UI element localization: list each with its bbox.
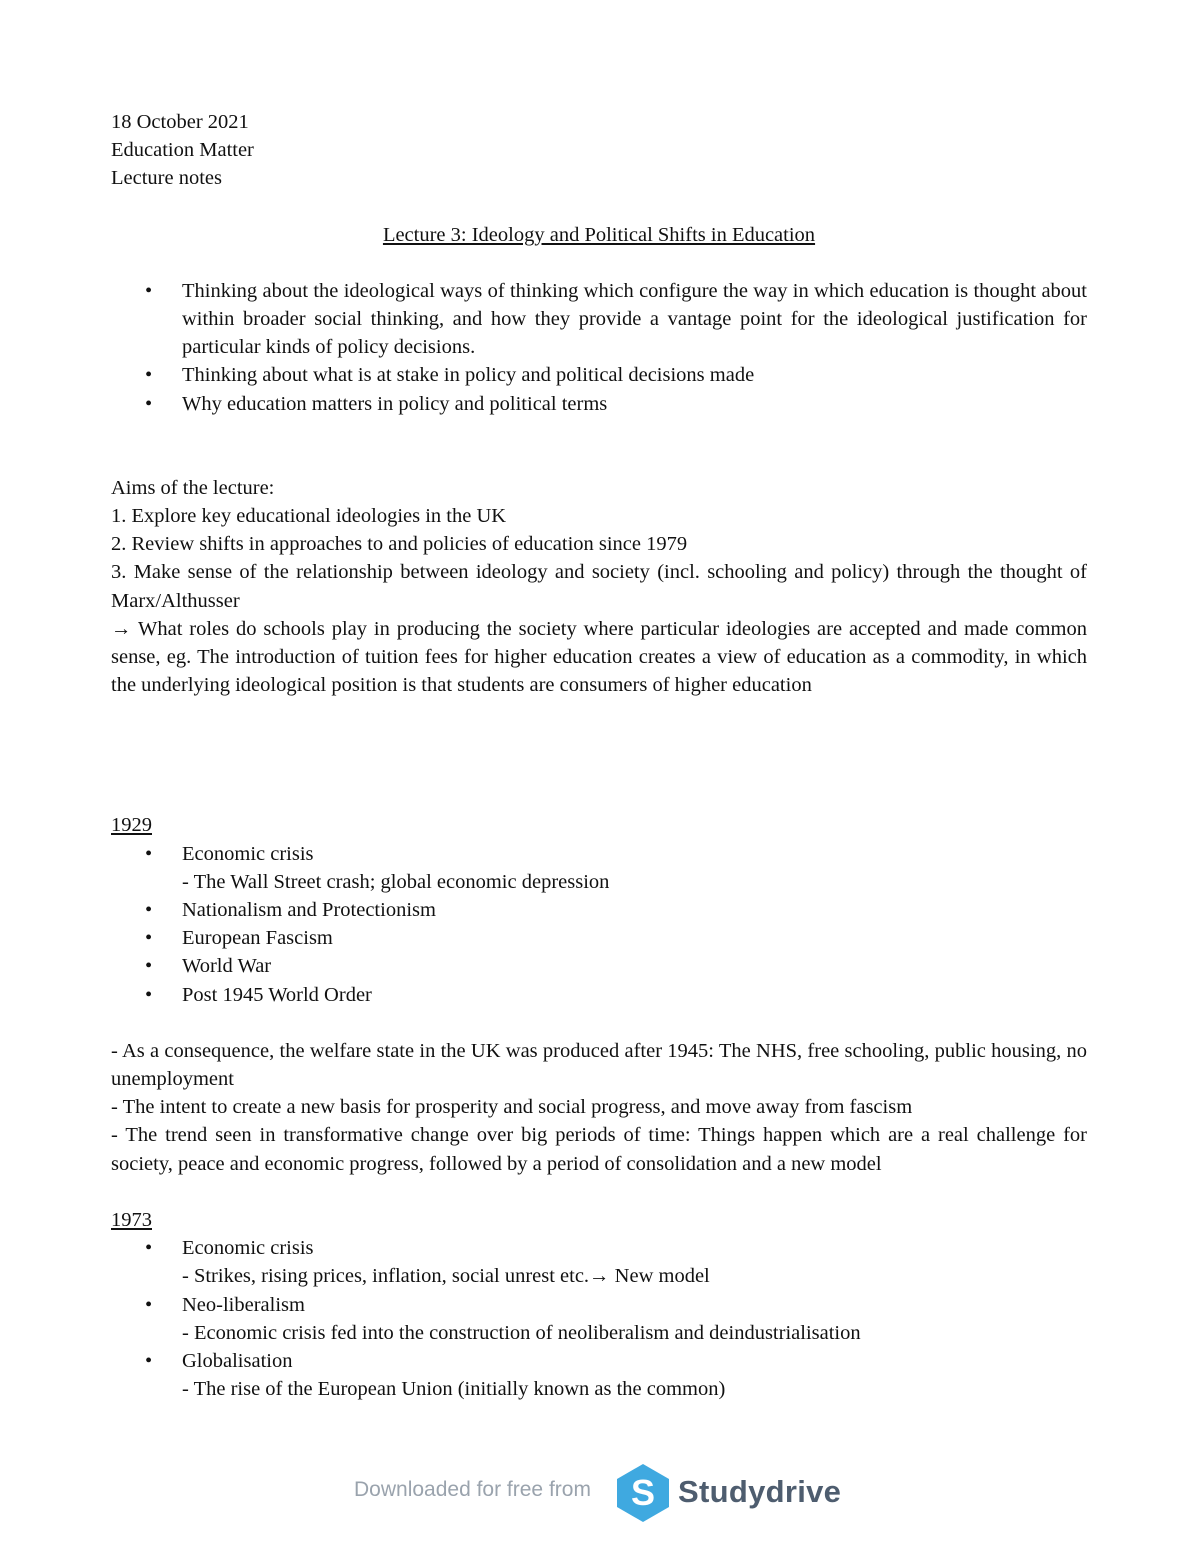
studydrive-brand[interactable]: Studydrive bbox=[678, 1474, 842, 1509]
bullet-icon: • bbox=[145, 1237, 153, 1260]
list-subitem: - Strikes, rising prices, inflation, social unrest etc.→ New model bbox=[182, 1265, 710, 1288]
downloaded-from-text: Downloaded for free from bbox=[354, 1478, 591, 1501]
bullet-icon: • bbox=[145, 842, 153, 865]
list-item: • Thinking about what is at stake in policy and political decisions made bbox=[111, 361, 1087, 389]
list-subitem: - The Wall Street crash; global economic depression bbox=[182, 870, 610, 893]
svg-text:S: S bbox=[630, 1472, 656, 1513]
list-item: • Economic crisis bbox=[111, 1234, 1087, 1262]
doc-type: Lecture notes bbox=[111, 167, 222, 190]
aims-item: 1. Explore key educational ideologies in the UK bbox=[111, 505, 507, 528]
studydrive-logo-icon bbox=[614, 1462, 672, 1524]
aims-item: 2. Review shifts in approaches to and policies of education since 1979 bbox=[111, 533, 688, 556]
list-item: • Thinking about the ideological ways of thinking which configure the way in which education is thought about within broader social thinking, and how they provide a vantage point for the ideological justification for particular kinds of policy decisions. bbox=[111, 277, 1087, 362]
section-year-heading: 1929 bbox=[111, 814, 152, 837]
section-note: - The trend seen in transformative change over big periods of time: Things happen which are a real challenge for society, peace and economic progress, followed by a period of consolidation and a new model bbox=[111, 1124, 1087, 1175]
section-note: - The intent to create a new basis for prosperity and social progress, and move away from fascism bbox=[111, 1096, 913, 1119]
section-year-heading: 1973 bbox=[111, 1208, 152, 1231]
list-item: • European Fascism bbox=[111, 924, 1087, 952]
section-1973-bullets bbox=[111, 1234, 1087, 1403]
list-item: • Globalisation bbox=[111, 1347, 1087, 1375]
bullet-icon: • bbox=[145, 899, 153, 922]
list-subitem: - Economic crisis fed into the construction of neoliberalism and deindustrialisation bbox=[182, 1321, 861, 1344]
aims-arrow-note: → What roles do schools play in producing the society where particular ideologies are accepted and made common sense, eg. The introduction of tuition fees for higher education creates a view of education as a commodity, in which the underlying ideological position is that students are consumers of higher education bbox=[111, 617, 1087, 697]
document-page bbox=[111, 108, 1087, 1403]
list-item: • Economic crisis bbox=[111, 840, 1087, 868]
aims-heading: Aims of the lecture: bbox=[111, 476, 275, 499]
list-item: • Neo-liberalism bbox=[111, 1291, 1087, 1319]
list-subitem: - The rise of the European Union (initially known as the common) bbox=[182, 1378, 726, 1401]
list-item: • Nationalism and Protectionism bbox=[111, 896, 1087, 924]
section-note: - As a consequence, the welfare state in the UK was produced after 1945: The NHS, free schooling, public housing, no unemployment bbox=[111, 1039, 1087, 1091]
aims-section bbox=[111, 474, 1087, 700]
intro-bullet-list bbox=[111, 277, 1087, 418]
list-item: • World War bbox=[111, 952, 1087, 980]
section-1929 bbox=[111, 811, 1087, 1177]
lecture-title: Lecture 3: Ideology and Political Shifts in Education bbox=[382, 223, 816, 246]
doc-course: Education Matter bbox=[111, 139, 254, 162]
list-item: • Why education matters in policy and political terms bbox=[111, 390, 1087, 418]
bullet-icon: • bbox=[145, 279, 153, 302]
download-footer[interactable] bbox=[0, 1458, 1200, 1528]
section-1929-bullets bbox=[111, 840, 1087, 1009]
aims-item: 3. Make sense of the relationship between ideology and society (incl. schooling and policy) through the thought of Marx/Althusser bbox=[111, 561, 1087, 612]
bullet-icon: • bbox=[145, 955, 153, 978]
doc-date: 18 October 2021 bbox=[111, 111, 249, 133]
section-1973 bbox=[111, 1206, 1087, 1403]
bullet-icon: • bbox=[145, 1349, 153, 1372]
bullet-icon: • bbox=[145, 1293, 153, 1316]
bullet-icon: • bbox=[145, 392, 153, 415]
bullet-icon: • bbox=[145, 927, 153, 950]
list-item: • Post 1945 World Order bbox=[111, 981, 1087, 1009]
bullet-icon: • bbox=[145, 983, 153, 1006]
bullet-icon: • bbox=[145, 364, 153, 387]
